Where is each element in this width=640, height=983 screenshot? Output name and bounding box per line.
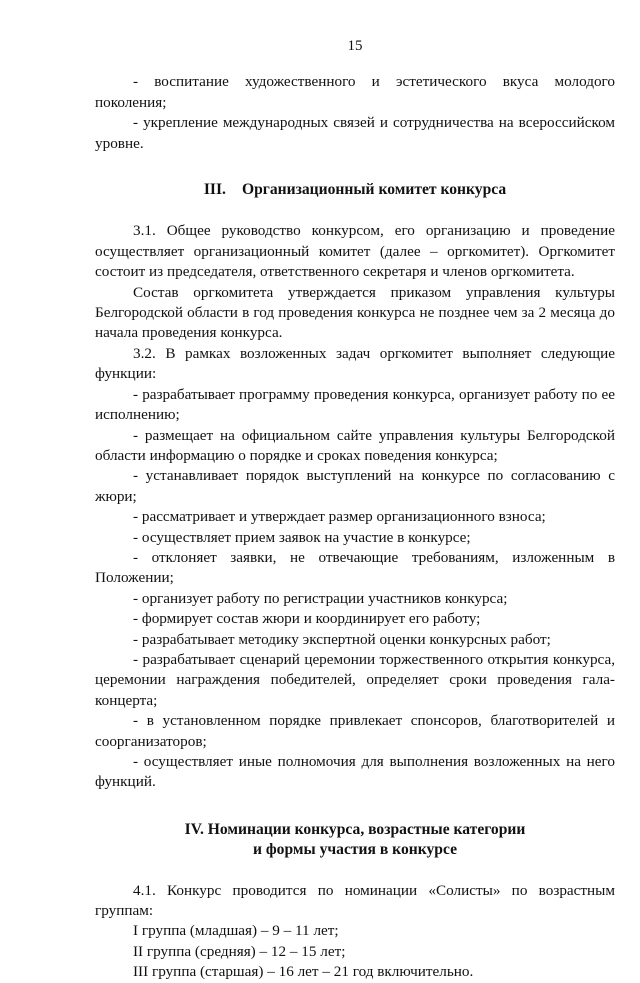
age-group-senior: III группа (старшая) – 16 лет – 21 год включительно. [133, 963, 474, 981]
section-3-heading [95, 180, 615, 200]
function-item: - разрабатывает методику экспертной оценки конкурсных работ; [133, 630, 551, 648]
function-item: - разрабатывает программу проведения конкурса, организует работу по ее исполнению; [95, 385, 615, 424]
function-item: - формирует состав жюри и координирует его работу; [133, 610, 481, 628]
document-page [95, 36, 615, 983]
section-4-heading [95, 820, 615, 861]
function-item: - осуществляет прием заявок на участие в конкурсе; [133, 528, 471, 546]
intro-item: - укрепление международных связей и сотрудничества на всероссийском уровне. [95, 114, 615, 152]
paragraph-3-1: 3.1. Общее руководство конкурсом, его организацию и проведение осуществляет организационный комитет (далее – оргкомитет). Оргкомитет состоит из председателя, ответственного секретаря и членов оргкомитета. [95, 222, 615, 281]
paragraph-committee-composition: Состав оргкомитета утверждается приказом управления культуры Белгородской области в год проведения конкурса не позднее чем за 2 месяца до начала проведения конкурса. [95, 283, 615, 342]
function-item: - рассматривает и утверждает размер организационного взноса; [133, 508, 546, 526]
paragraph-3-2: 3.2. В рамках возложенных задач оргкомитет выполняет следующие функции: [95, 344, 615, 383]
age-group-junior: I группа (младшая) – 9 – 11 лет; [133, 922, 339, 940]
function-item: - организует работу по регистрации участников конкурса; [133, 589, 508, 607]
function-item: - отклоняет заявки, не отвечающие требованиям, изложенным в Положении; [95, 548, 615, 587]
section-3-number: III. [203, 181, 226, 199]
function-item: - разрабатывает сценарий церемонии торжественного открытия конкурса, церемонии награждения победителей, определяет сроки проведения гала-концерта; [95, 650, 615, 709]
section-4-title-line-1: IV. Номинации конкурса, возрастные категории [184, 820, 526, 838]
section-3-title: Организационный комитет конкурса [241, 181, 507, 199]
function-item: - осуществляет иные полномочия для выполнения возложенных на него функций. [95, 753, 615, 791]
function-item: - размещает на официальном сайте управления культуры Белгородской области информацию о порядке и сроках поведения конкурса; [95, 426, 615, 464]
page-number: 15 [347, 38, 363, 54]
function-item: - устанавливает порядок выступлений на конкурсе по согласованию с жюри; [95, 467, 615, 505]
function-item: - в установленном порядке привлекает спонсоров, благотворителей и соорганизаторов; [95, 712, 615, 750]
paragraph-4-1: 4.1. Конкурс проводится по номинации «Солисты» по возрастным группам: [95, 881, 615, 920]
age-group-middle: II группа (средняя) – 12 – 15 лет; [133, 942, 346, 960]
section-4-title-line-2: и формы участия в конкурсе [252, 841, 458, 859]
intro-item: - воспитание художественного и эстетического вкуса молодого поколения; [95, 73, 615, 111]
